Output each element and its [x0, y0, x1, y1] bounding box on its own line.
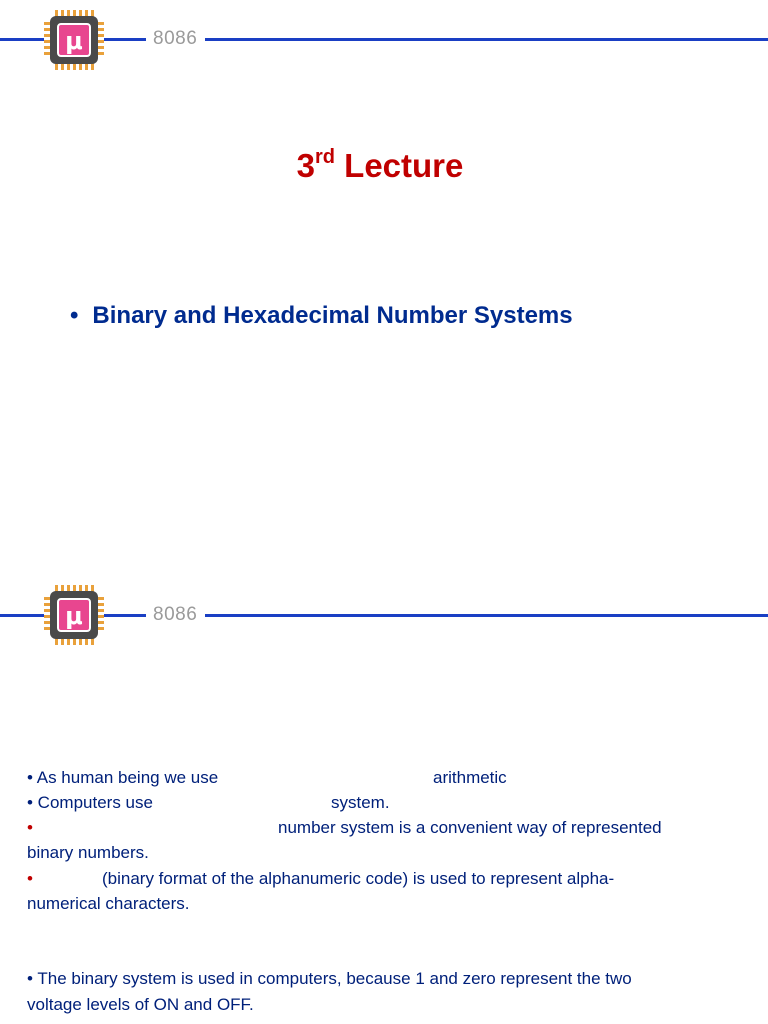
- topic-text: Binary and Hexadecimal Number Systems: [92, 302, 573, 329]
- topic-item: [70, 302, 573, 330]
- header-label: 8086: [153, 604, 198, 625]
- body-line-2-end: system.: [331, 793, 390, 812]
- lecture-ordinal-suffix: rd: [314, 146, 335, 168]
- svg-text:μ: μ: [65, 27, 83, 55]
- topic-bullet: •: [70, 302, 79, 329]
- body-line-5: [27, 866, 747, 891]
- body-line-3: [27, 815, 747, 840]
- lecture-title: [0, 146, 760, 185]
- header-rule-right: [205, 614, 768, 617]
- body-text: [27, 765, 747, 1017]
- slide-2: [0, 575, 768, 1024]
- header-rule-middle: [104, 614, 146, 617]
- body-line-3-end: number system is a convenient way of represented: [278, 818, 662, 837]
- body-line-4-text: binary numbers.: [27, 843, 149, 862]
- body-line-7: [27, 966, 747, 992]
- body-line-8: [27, 992, 747, 1017]
- header-label: 8086: [153, 28, 198, 49]
- body-line-1: [27, 765, 747, 790]
- body-line-7-text: • The binary system is used in computers, because 1 and zero represent the two: [27, 969, 632, 988]
- svg-text:μ: μ: [65, 602, 83, 630]
- body-line-2-start: • Computers use: [27, 793, 153, 812]
- body-line-4: [27, 840, 747, 866]
- bullet-red: •: [27, 818, 33, 837]
- header-rule-middle: [104, 38, 146, 41]
- body-line-2: [27, 790, 747, 815]
- header-rule-left: [0, 38, 44, 41]
- body-line-5-end: (binary format of the alphanumeric code) is used to represent alpha-: [102, 869, 615, 888]
- header-rule-right: [205, 38, 768, 41]
- body-line-6: [27, 891, 747, 916]
- body-line-1-end: arithmetic: [433, 768, 507, 787]
- lecture-word: Lecture: [344, 147, 464, 184]
- header-rule-left: [0, 614, 44, 617]
- body-line-8-text: voltage levels of ON and OFF.: [27, 995, 254, 1014]
- body-line-6-text: numerical characters.: [27, 894, 190, 913]
- bullet-red: •: [27, 869, 33, 888]
- microchip-icon: [41, 8, 107, 72]
- body-line-1-start: • As human being we use: [27, 768, 219, 787]
- microchip-icon: [41, 583, 107, 647]
- lecture-number: 3: [296, 147, 315, 184]
